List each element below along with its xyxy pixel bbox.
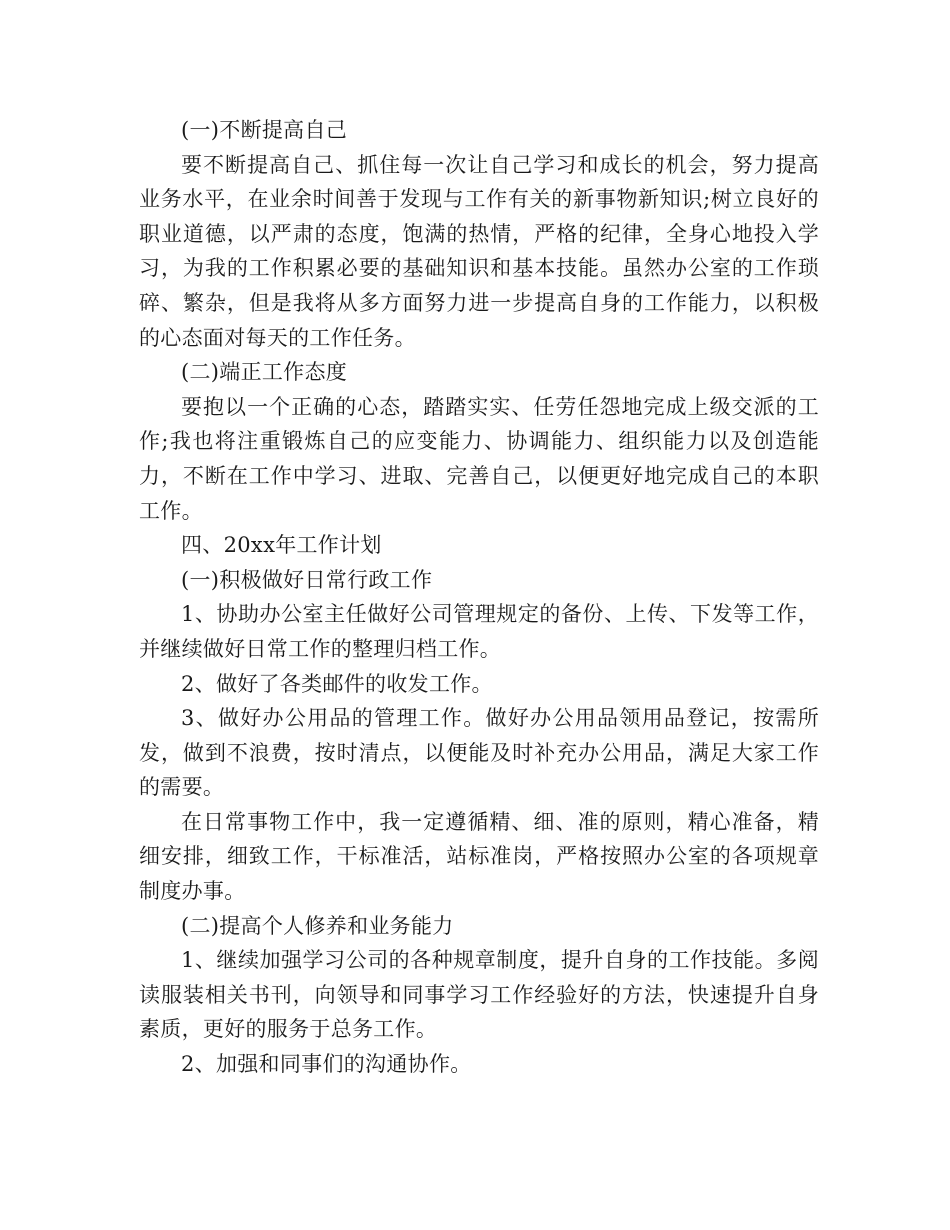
section-heading-daily-admin: (一)积极做好日常行政工作 <box>181 567 433 592</box>
list-item-ability-1: 1、继续加强学习公司的各种规章制度，提升自身的工作技能。多阅读服装相关书刊，向领导和同事学习工作经验好的方法，快速提升自身素质，更好的服务于总务工作。 <box>139 948 819 1042</box>
paragraph-daily-affairs: 在日常事物工作中，我一定遵循精、细、准的原则，精心准备，精细安排，细致工作，干标准活，站标准岗，严格按照办公室的各项规章制度办事。 <box>139 809 819 904</box>
list-item-3: 3、做好办公用品的管理工作。做好办公用品领用品登记，按需所发，做到不浪费，按时清点，以便能及时补充办公用品，满足大家工作的需要。 <box>139 706 819 800</box>
paragraph-improve-self: 要不断提高自己、抓住每一次让自己学习和成长的机会，努力提高业务水平，在业余时间善于发现与工作有关的新事物新知识;树立良好的职业道德，以严肃的态度，饱满的热情，严格的纪律，全身心地投入学习，为我的工作积累必要的基础知识和基本技能。虽然办公室的工作琐碎、繁杂，但是我将从多方面努力进一步提高自身的工作能力，以积极的心态面对每天的工作任务。 <box>139 152 819 350</box>
list-item-ability-2: 2、加强和同事们的沟通协作。 <box>181 1052 472 1077</box>
list-item-2: 2、做好了各类邮件的收发工作。 <box>181 671 493 696</box>
chapter-heading-work-plan: 四、20xx年工作计划 <box>181 533 382 558</box>
list-item-1: 1、协助办公室主任做好公司管理规定的备份、上传、下发等工作，并继续做好日常工作的整理归档工作。 <box>139 602 819 661</box>
paragraph-work-attitude: 要抱以一个正确的心态，踏踏实实、任劳任怨地完成上级交派的工作;我也将注重锻炼自己的应变能力、协调能力、组织能力以及创造能力，不断在工作中学习、进取、完善自己，以便更好地完成自己的本职工作。 <box>139 394 819 523</box>
section-heading-work-attitude: (二)端正工作态度 <box>181 360 348 385</box>
section-heading-improve-self: (一)不断提高自己 <box>181 118 348 142</box>
document-body <box>139 113 819 1082</box>
section-heading-personal-ability: (二)提高个人修养和业务能力 <box>181 913 454 938</box>
